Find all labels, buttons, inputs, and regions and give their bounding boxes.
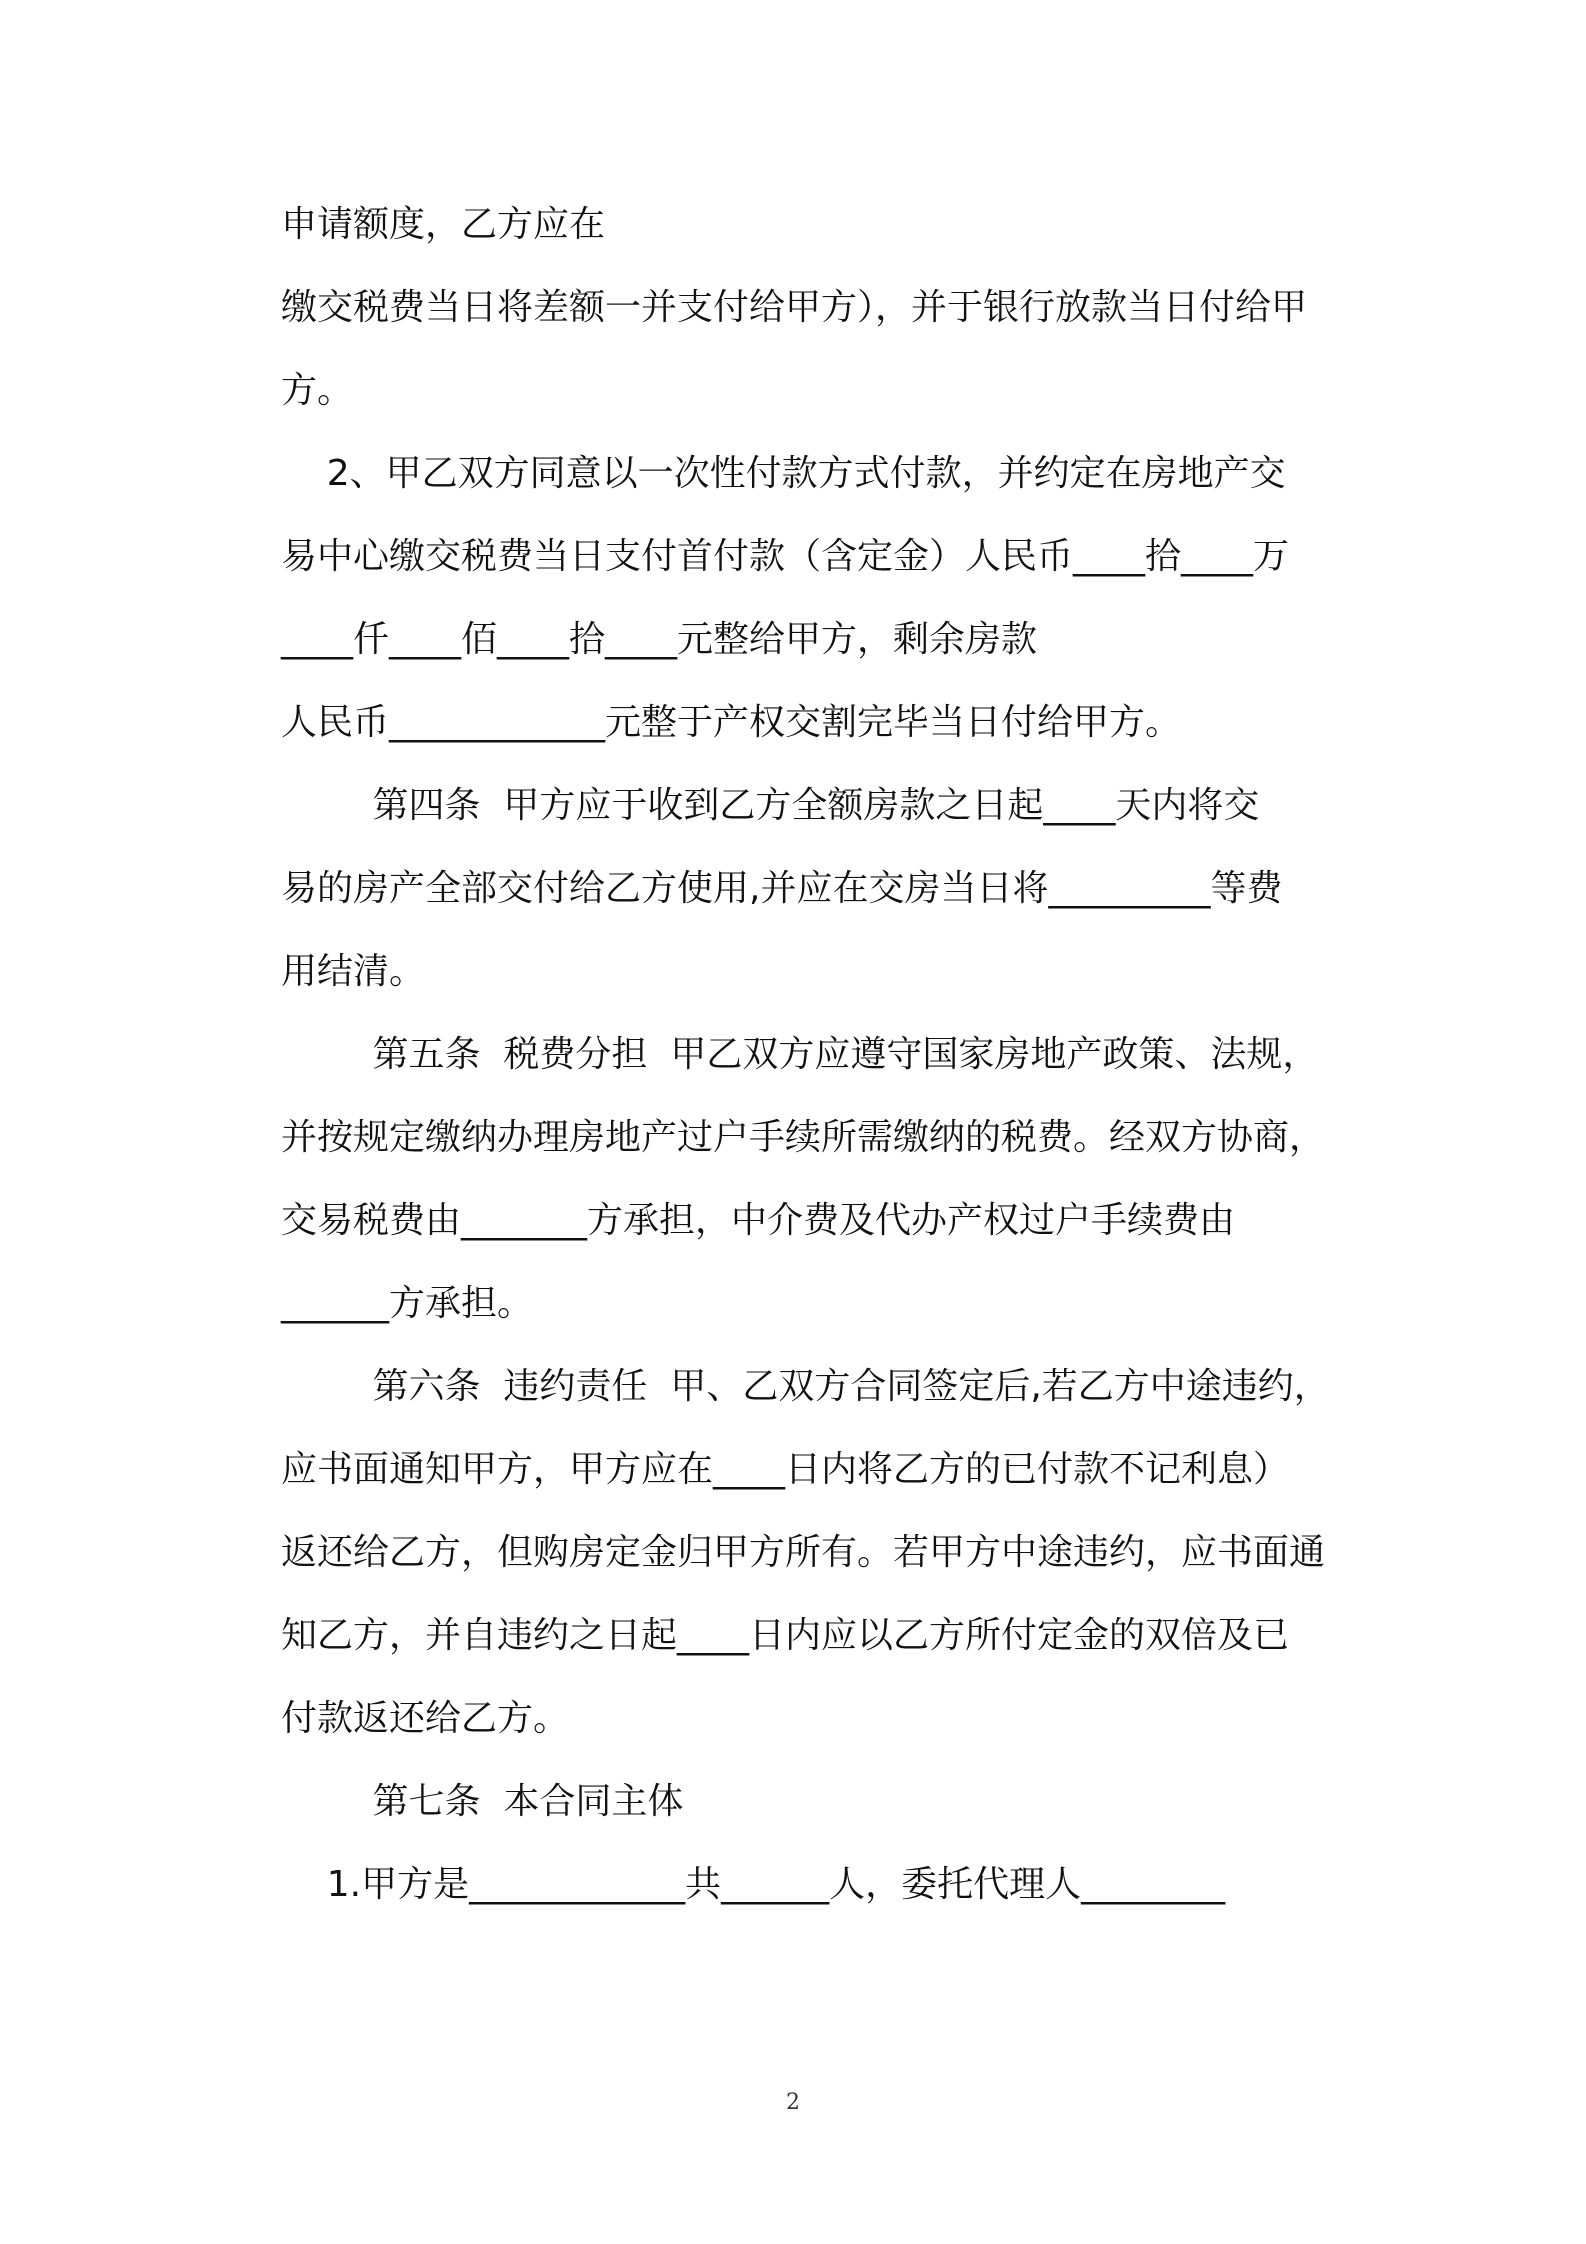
- text-line: 易中心缴交税费当日支付首付款（含定金）人民币____拾____万: [281, 536, 1290, 577]
- text-line: 人民币____________元整于产权交割完毕当日付给甲方。: [281, 702, 1182, 743]
- text-line: 第六条 违约责任 甲、乙双方合同签定后,若乙方中途违约，: [281, 1366, 1330, 1407]
- page-number: 2: [786, 2090, 800, 2115]
- text-line: 第四条 甲方应于收到乙方全额房款之日起____天内将交: [281, 785, 1260, 826]
- text-line: 1.甲方是____________共______人，委托代理人________: [281, 1864, 1226, 1905]
- text-line: 第七条 本合同主体: [281, 1781, 684, 1822]
- text-line: ______方承担。: [281, 1283, 534, 1324]
- text-line: ____仟____佰____拾____元整给甲方，剩余房款: [281, 619, 1038, 660]
- text-line: 付款返还给乙方。: [281, 1698, 570, 1739]
- text-line: 第五条 税费分担 甲乙双方应遵守国家房地产政策、法规，: [281, 1034, 1319, 1075]
- text-line: 2、甲乙双方同意以一次性付款方式付款，并约定在房地产交: [281, 453, 1286, 494]
- text-line: 应书面通知甲方，甲方应在____日内将乙方的已付款不记利息）: [281, 1449, 1290, 1490]
- text-line: 知乙方，并自违约之日起____日内应以乙方所付定金的双倍及已: [281, 1615, 1290, 1656]
- text-line: 用结清。: [281, 951, 426, 992]
- text-line: 并按规定缴纳办理房地产过户手续所需缴纳的税费。经双方协商，: [281, 1117, 1326, 1158]
- text-line: 申请额度，乙方应在: [281, 204, 606, 245]
- text-line: 交易税费由_______方承担，中介费及代办产权过户手续费由: [281, 1200, 1236, 1241]
- text-line: 易的房产全部交付给乙方使用,并应在交房当日将_________等费: [281, 868, 1283, 909]
- text-line: 返还给乙方，但购房定金归甲方所有。若甲方中途违约，应书面通: [281, 1532, 1326, 1573]
- text-line: 缴交税费当日将差额一并支付给甲方），并于银行放款当日付给甲: [281, 287, 1308, 328]
- text-line: 方。: [281, 370, 354, 411]
